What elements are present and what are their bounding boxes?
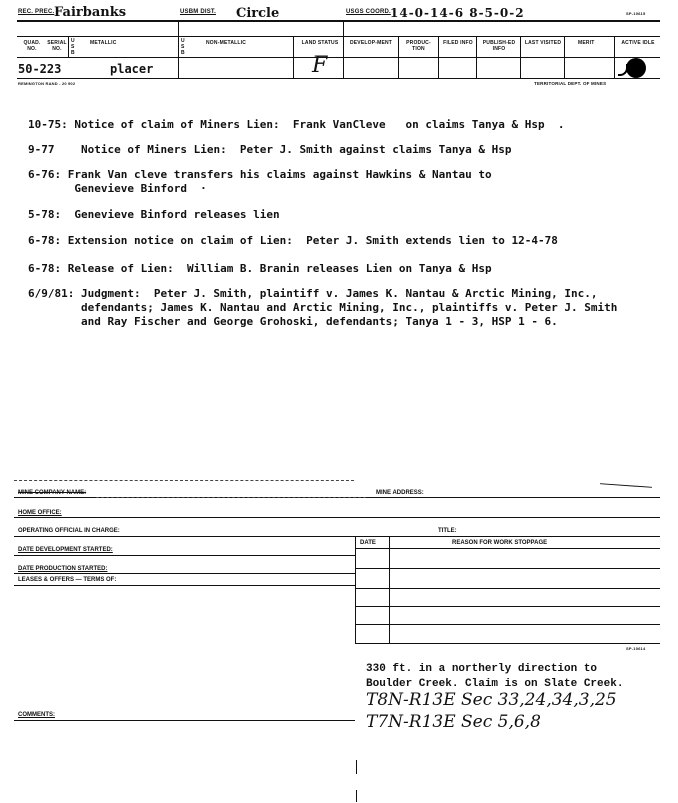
- entry-date: 10-75:: [28, 118, 68, 131]
- entry-4: [28, 208, 280, 222]
- form-number-2: SP-10614: [626, 646, 646, 651]
- date-development-started-label: DATE DEVELOPMENT STARTED:: [18, 547, 113, 553]
- rec-prec-value: Fairbanks: [54, 5, 127, 20]
- land-status-value: F: [312, 53, 328, 78]
- rec-prec-label: REC. PREC.: [18, 9, 55, 15]
- typed-note-line-2: Boulder Creek. Claim is on Slate Creek.: [366, 678, 624, 690]
- entry-6: [28, 262, 492, 276]
- mine-company-name-label: MINE COMPANY NAME:: [18, 490, 87, 496]
- merit-label: MERIT: [578, 40, 595, 46]
- reason-column-header: REASON FOR WORK STOPPAGE: [452, 540, 548, 546]
- entry-text: Judgment: Peter J. Smith, plaintiff v. James K. Nantau & Arctic Mining, Inc., defendants; James K. Nantau and Arctic Mining, Inc., plaintiffs v. Peter J. Smith and Ray Fischer and George Grohoski, defendants; Tanya 1 - 3, HSP 1 - 6.: [80, 287, 618, 328]
- active-status-dot: [626, 58, 646, 78]
- entry-7: [28, 287, 617, 329]
- leases-offers-label: LEASES & OFFERS — TERMS OF:: [18, 577, 117, 583]
- handwritten-note-line-2: T7N-R13E Sec 5,6,8: [366, 712, 541, 732]
- metallic-label: METALLIC: [90, 40, 117, 46]
- printer-code: 902: [68, 81, 76, 86]
- usbm-dist-value: Circle: [236, 6, 280, 21]
- comments-label: COMMENTS:: [18, 712, 55, 718]
- quad-no-label: QUAD. NO.: [23, 40, 41, 52]
- entry-date: 6-78:: [28, 262, 62, 275]
- entry-date: 6-78:: [28, 234, 62, 247]
- idle-status-mark: [618, 64, 628, 76]
- published-info-label: PUBLISH-ED INFO: [482, 40, 516, 52]
- nonmetallic-label: NON-METALLIC: [206, 40, 247, 46]
- serial-no-label: SERIAL NO.: [47, 40, 67, 52]
- entry-date: 5-78:: [28, 208, 62, 221]
- entry-2: [28, 143, 511, 157]
- entry-text: Extension notice on claim of Lien: Peter J. Smith extends lien to 12-4-78: [67, 234, 558, 247]
- active-idle-label: ACTIVE IDLE: [621, 40, 655, 46]
- entry-date: 6-76:: [28, 168, 62, 181]
- entry-5: [28, 234, 558, 248]
- filed-info-label: FILED INFO: [443, 40, 473, 46]
- mine-address-label: MINE ADDRESS:: [376, 490, 424, 496]
- entry-text: Frank Van cleve transfers his claims against Hawkins & Nantau to Genevieve Binford ·: [67, 168, 492, 195]
- printer-mark: REMINGTON RAND - 20: [18, 81, 67, 86]
- date-production-started-label: DATE PRODUCTION STARTED:: [18, 566, 108, 572]
- form-number: SP-10615: [626, 11, 646, 16]
- operating-official-label: OPERATING OFFICIAL IN CHARGE:: [18, 528, 120, 534]
- department-label: TERRITORIAL DEPT. OF MINES: [534, 81, 607, 86]
- commodity-value: placer: [110, 62, 154, 76]
- usbm-dist-label: USBM DIST.: [180, 9, 217, 15]
- entry-text: Notice of Miners Lien: Peter J. Smith against claims Tanya & Hsp: [67, 143, 512, 156]
- entry-date: 9-77: [28, 143, 55, 156]
- usgs-coord-label: USGS COORD.: [346, 9, 391, 15]
- usbm-letters: U S B: [71, 38, 75, 56]
- serial-value: 50-223: [18, 62, 62, 76]
- last-visited-label: LAST VISITED: [524, 40, 562, 46]
- development-label: DEVELOP-MENT: [349, 40, 393, 46]
- entry-text: Release of Lien: William B. Branin releases Lien on Tanya & Hsp: [67, 262, 492, 275]
- usbm-letters-2: U S B: [181, 38, 185, 56]
- entry-text: Notice of claim of Miners Lien: Frank VanCleve on claims Tanya & Hsp .: [74, 118, 565, 131]
- date-column-header: DATE: [360, 540, 376, 546]
- usgs-coord-value: 14-0-14-6 8-5-0-2: [390, 6, 525, 20]
- production-label: PRODUC-TION: [406, 40, 431, 52]
- title-label: TITLE:: [438, 528, 457, 534]
- home-office-label: HOME OFFICE:: [18, 510, 62, 516]
- typed-note-line-1: 330 ft. in a northerly direction to: [366, 663, 598, 675]
- handwritten-note-line-1: T8N-R13E Sec 33,24,34,3,25: [366, 690, 617, 710]
- entry-1: [28, 118, 564, 132]
- entry-3: [28, 168, 492, 196]
- entry-text: Genevieve Binford releases lien: [67, 208, 280, 221]
- land-status-label: LAND STATUS: [301, 40, 339, 46]
- entry-date: 6/9/81:: [28, 287, 75, 300]
